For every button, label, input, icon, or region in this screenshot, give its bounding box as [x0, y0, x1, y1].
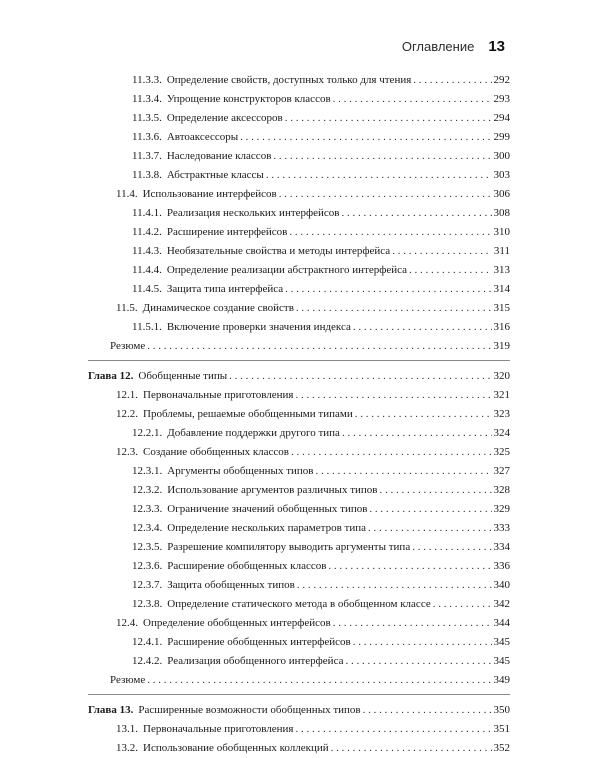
toc-group [88, 71, 510, 356]
entry-number: 12.4. [116, 617, 138, 629]
entry-page-number: 352 [493, 742, 510, 754]
toc-entry[interactable] [88, 671, 510, 690]
dot-leader [289, 223, 491, 242]
entry-number: 12.1. [116, 389, 138, 401]
entry-title: Проблемы, решаемые обобщенными типами [143, 408, 353, 420]
entry-page-number: 306 [493, 188, 510, 200]
entry-number: 11.3.7. [132, 150, 162, 162]
toc-entry[interactable] [88, 481, 510, 500]
toc-entry[interactable] [88, 109, 510, 128]
toc-entry[interactable] [88, 337, 510, 356]
dot-leader [413, 71, 491, 90]
entry-page-number: 333 [493, 522, 510, 534]
toc-entry[interactable] [88, 424, 510, 443]
toc-entry[interactable] [88, 261, 510, 280]
entry-page-number: 325 [493, 446, 510, 458]
dot-leader [147, 337, 491, 356]
entry-number: 11.4.4. [132, 264, 162, 276]
entry-page-number: 345 [493, 636, 510, 648]
entry-number: 11.4.5. [132, 283, 162, 295]
entry-page-number: 342 [493, 598, 510, 610]
toc-group [88, 701, 510, 758]
entry-title: Аргументы обобщенных типов [167, 465, 314, 477]
entry-page-number: 313 [493, 264, 510, 276]
entry-title: Абстрактные классы [166, 169, 264, 181]
entry-title: Использование обобщенных коллекций [143, 742, 329, 754]
entry-page-number: 299 [493, 131, 510, 143]
toc-entry[interactable] [88, 519, 510, 538]
toc-entry[interactable] [88, 204, 510, 223]
entry-page-number: 320 [493, 370, 510, 382]
entry-number: 11.4. [116, 188, 138, 200]
entry-number: 13.2. [116, 742, 138, 754]
dot-leader [285, 109, 492, 128]
entry-number: 11.3.3. [132, 74, 162, 86]
entry-title: Определение обобщенных интерфейсов [143, 617, 331, 629]
dot-leader [353, 633, 492, 652]
entry-page-number: 349 [493, 674, 510, 686]
dot-leader [297, 576, 492, 595]
toc-entry[interactable] [88, 318, 510, 337]
entry-title: Определение аксессоров [166, 112, 283, 124]
toc-entry[interactable] [88, 166, 510, 185]
toc-entry[interactable] [88, 500, 510, 519]
toc-entry[interactable] [88, 280, 510, 299]
toc-entry[interactable] [88, 652, 510, 671]
dot-leader [328, 557, 491, 576]
entry-title: Обобщенные типы [138, 370, 228, 382]
toc-chapter-entry[interactable] [88, 367, 510, 386]
dot-leader [266, 166, 492, 185]
dot-leader [285, 280, 491, 299]
entry-number: 11.3.6. [132, 131, 162, 143]
entry-number: 12.3.1. [132, 465, 163, 477]
entry-title: Динамическое создание свойств [142, 302, 294, 314]
entry-title: Ограничение значений обобщенных типов [167, 503, 368, 515]
entry-title: Реализация нескольких интерфейсов [166, 207, 340, 219]
entry-title: Определение статического метода в обобщенном классе [167, 598, 431, 610]
entry-page-number: 327 [493, 465, 510, 477]
dot-leader [296, 299, 492, 318]
entry-number: 11.5. [116, 302, 138, 314]
entry-title: Использование аргументов различных типов [167, 484, 378, 496]
section-divider [88, 360, 510, 361]
entry-title: Добавление поддержки другого типа [167, 427, 340, 439]
dot-leader [240, 128, 491, 147]
entry-page-number: 321 [493, 389, 510, 401]
toc-entry[interactable] [88, 739, 510, 758]
entry-title: Защита типа интерфейса [166, 283, 284, 295]
entry-title: Автоаксессоры [166, 131, 239, 143]
entry-number: 12.3.8. [132, 598, 163, 610]
entry-number: 13.1. [116, 723, 138, 735]
entry-page-number: 311 [493, 245, 510, 257]
dot-leader [363, 701, 492, 720]
entry-number: 11.4.1. [132, 207, 162, 219]
section-divider [88, 694, 510, 695]
entry-title: Расширение обобщенных интерфейсов [167, 636, 351, 648]
toc-entry[interactable] [88, 595, 510, 614]
toc-entry[interactable] [88, 90, 510, 109]
entry-page-number: 292 [493, 74, 510, 86]
entry-page-number: 316 [493, 321, 510, 333]
entry-title: Определение нескольких параметров типа [167, 522, 366, 534]
toc-entry[interactable] [88, 538, 510, 557]
dot-leader [333, 614, 492, 633]
entry-page-number: 314 [493, 283, 510, 295]
running-header [402, 38, 505, 55]
toc-entry[interactable] [88, 223, 510, 242]
toc-entry[interactable] [88, 299, 510, 318]
entry-page-number: 334 [493, 541, 510, 553]
toc-group [88, 367, 510, 690]
dot-leader [147, 671, 491, 690]
dot-leader [369, 500, 491, 519]
entry-number: 12.2. [116, 408, 138, 420]
entry-title: Первоначальные приготовления [143, 389, 294, 401]
toc-entry[interactable] [88, 71, 510, 90]
entry-number: 12.4.2. [132, 655, 163, 667]
entry-title: Наследование классов [166, 150, 272, 162]
dot-leader [279, 185, 492, 204]
entry-title: Необязательные свойства и методы интерфейса [166, 245, 391, 257]
toc-entry[interactable] [88, 147, 510, 166]
entry-page-number: 300 [493, 150, 510, 162]
entry-number: 11.4.2. [132, 226, 162, 238]
entry-title: Расширенные возможности обобщенных типов [138, 704, 361, 716]
toc-entry[interactable] [88, 633, 510, 652]
entry-number: 12.2.1. [132, 427, 163, 439]
toc-entry[interactable] [88, 242, 510, 261]
entry-page-number: 345 [493, 655, 510, 667]
toc-entry[interactable] [88, 405, 510, 424]
entry-title: Расширение интерфейсов [166, 226, 288, 238]
dot-leader [355, 405, 492, 424]
entry-title: Расширение обобщенных классов [167, 560, 327, 572]
entry-number: 11.3.8. [132, 169, 162, 181]
entry-page-number: 319 [493, 340, 510, 352]
dot-leader [295, 386, 491, 405]
entry-page-number: 303 [493, 169, 510, 181]
toc-entry[interactable] [88, 720, 510, 739]
entry-page-number: 340 [493, 579, 510, 591]
entry-number: 11.5.1. [132, 321, 162, 333]
table-of-contents [88, 71, 510, 758]
entry-page-number: 328 [493, 484, 510, 496]
dot-leader [409, 261, 491, 280]
entry-number: 11.3.5. [132, 112, 162, 124]
page-number: 13 [488, 38, 505, 55]
entry-number: 11.3.4. [132, 93, 162, 105]
entry-number: 12.3.3. [132, 503, 163, 515]
entry-title: Использование интерфейсов [142, 188, 277, 200]
toc-entry[interactable] [88, 443, 510, 462]
entry-number: 12.3.6. [132, 560, 163, 572]
toc-entry[interactable] [88, 185, 510, 204]
entry-page-number: 293 [493, 93, 510, 105]
entry-title: Резюме [110, 340, 146, 352]
toc-entry[interactable] [88, 128, 510, 147]
entry-number: 12.3.2. [132, 484, 163, 496]
entry-title: Резюме [110, 674, 146, 686]
dot-leader [392, 242, 492, 261]
toc-entry[interactable] [88, 386, 510, 405]
dot-leader [331, 739, 492, 758]
entry-number: 12.3.4. [132, 522, 163, 534]
entry-title: Защита обобщенных типов [167, 579, 295, 591]
toc-entry[interactable] [88, 557, 510, 576]
entry-number: 12.4.1. [132, 636, 163, 648]
entry-page-number: 324 [493, 427, 510, 439]
toc-entry[interactable] [88, 576, 510, 595]
entry-page-number: 351 [493, 723, 510, 735]
entry-title: Определение свойств, доступных только для чтения [166, 74, 412, 86]
toc-chapter-entry[interactable] [88, 701, 510, 720]
entry-title: Реализация обобщенного интерфейса [167, 655, 344, 667]
dot-leader [342, 204, 492, 223]
entry-page-number: 344 [493, 617, 510, 629]
entry-page-number: 294 [493, 112, 510, 124]
dot-leader [295, 720, 491, 739]
entry-title: Первоначальные приготовления [143, 723, 294, 735]
entry-page-number: 308 [493, 207, 510, 219]
toc-entry[interactable] [88, 614, 510, 633]
entry-title: Создание обобщенных классов [143, 446, 290, 458]
dot-leader [342, 424, 492, 443]
toc-entry[interactable] [88, 462, 510, 481]
entry-number: 12.3. [116, 446, 138, 458]
entry-title: Упрощение конструкторов классов [166, 93, 331, 105]
entry-number: 12.3.5. [132, 541, 163, 553]
dot-leader [315, 462, 491, 481]
dot-leader [379, 481, 491, 500]
dot-leader [291, 443, 491, 462]
entry-number: 12.3.7. [132, 579, 163, 591]
entry-page-number: 323 [493, 408, 510, 420]
dot-leader [412, 538, 491, 557]
dot-leader [229, 367, 491, 386]
entry-page-number: 350 [493, 704, 510, 716]
entry-page-number: 336 [493, 560, 510, 572]
entry-number: 11.4.3. [132, 245, 162, 257]
entry-page-number: 329 [493, 503, 510, 515]
entry-title: Разрешение компилятору выводить аргументы типа [167, 541, 411, 553]
dot-leader [353, 318, 492, 337]
entry-title: Включение проверки значения индекса [166, 321, 351, 333]
entry-number: Глава 12. [88, 370, 134, 382]
dot-leader [368, 519, 492, 538]
entry-page-number: 310 [493, 226, 510, 238]
entry-page-number: 315 [493, 302, 510, 314]
header-title: Оглавление [401, 39, 475, 54]
entry-number: Глава 13. [88, 704, 134, 716]
dot-leader [273, 147, 491, 166]
dot-leader [333, 90, 492, 109]
dot-leader [345, 652, 491, 671]
entry-title: Определение реализации абстрактного интерфейса [166, 264, 408, 276]
dot-leader [433, 595, 492, 614]
